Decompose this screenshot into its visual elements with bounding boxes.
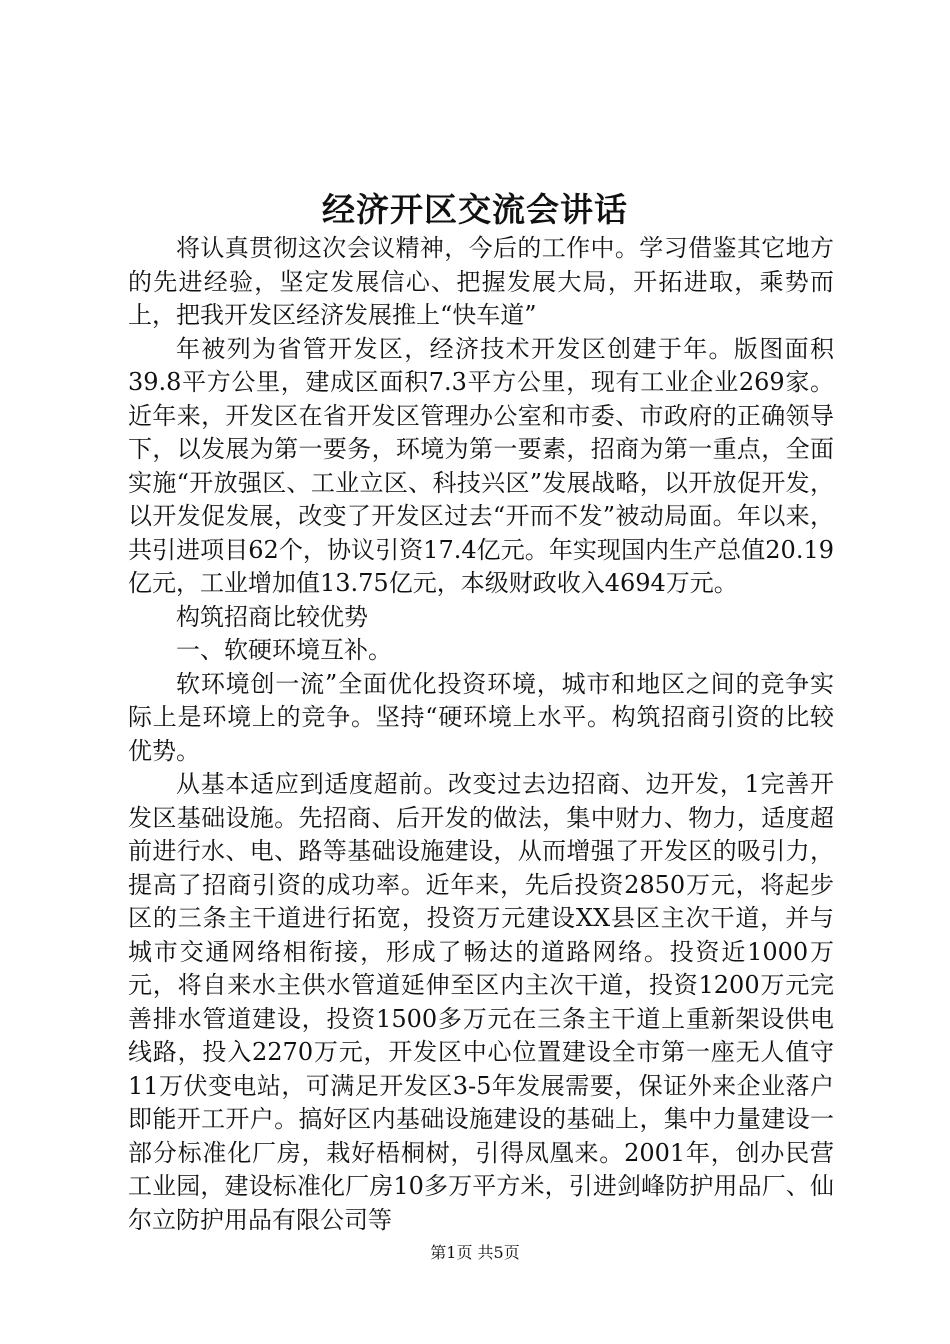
page-title: 经济开区交流会讲话 <box>322 190 628 229</box>
paragraph-2: 年被列为省管开发区，经济技术开发区创建于年。版图面积39.8平方公里，建成区面积7.3平方公里，现有工业企业269家。近年来，开发区在省开发区管理办公室和市委、市政府的正确领导下，以发展为第一要务，环境为第一要素，招商为第一重点，全面实施“开放强区、工业立区、科技兴区”发展战略，以开放促开发，以开发促发展，改变了开发区过去“开而不发”被动局面。年以来，共引进项目62个，协议引资17.4亿元。年实现国内生产总值20.19亿元，工业增加值13.75亿元，本级财政收入4694万元。 <box>128 334 834 597</box>
document-body <box>128 232 834 1237</box>
paragraph-1: 将认真贯彻这次会议精神，今后的工作中。学习借鉴其它地方的先进经验，坚定发展信心、把握发展大局，开拓进取，乘势而上，把我开发区经济发展推上“快车道” <box>128 234 834 329</box>
page-footer: 第1页 共5页 <box>430 1243 520 1262</box>
paragraph-3: 软环境创一流”全面优化投资环境，城市和地区之间的竞争实际上是环境上的竞争。坚持“硬环境上水平。构筑招商引资的比较优势。 <box>128 669 834 765</box>
paragraph-4: 从基本适应到适度超前。改变过去边招商、边开发，1完善开发区基础设施。先招商、后开发的做法，集中财力、物力，适度超前进行水、电、路等基础设施建设，从而增强了开发区的吸引力，提高了招商引资的成功率。近年来，先后投资2850万元，将起步区的三条主干道进行拓宽，投资万元建设XX县区主次干道，并与城市交通网络相衔接，形成了畅达的道路网络。投资近1000万元，将自来水主供水管道延伸至区内主次干道，投资1200万元完善排水管道建设，投资1500多万元在三条主干道上重新架设供电线路，投入2270万元，开发区中心位置建设全市第一座无人值守11万伏变电站，可满足开发区3-5年发展需要，保证外来企业落户即能开工开户。搞好区内基础设施建设的基础上，集中力量建设一部分标准化厂房，栽好梧桐树，引得凤凰来。2001年，创办民营工业园，建设标准化厂房10多万平方米，引进剑峰防护用品厂、仙尔立防护用品有限公司等 <box>128 770 834 1234</box>
subsection-heading: 一、软硬环境互补。 <box>176 636 392 664</box>
section-heading: 构筑招商比较优势 <box>176 602 368 631</box>
